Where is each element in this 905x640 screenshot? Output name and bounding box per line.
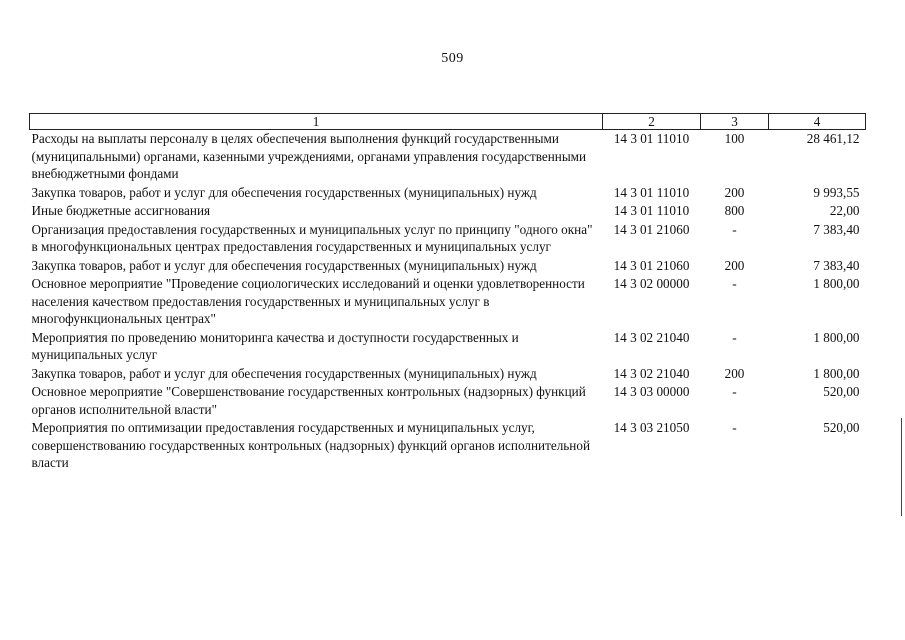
row-code: 14 3 02 21040 bbox=[613, 365, 690, 381]
row-code: 14 3 01 11010 bbox=[613, 203, 690, 218]
row-amount: 520,00 bbox=[823, 420, 860, 435]
row-kind: - bbox=[732, 420, 737, 435]
row-amount: 22,00 bbox=[829, 203, 860, 218]
row-code: 14 3 02 21040 bbox=[613, 329, 690, 345]
table-row bbox=[30, 383, 866, 419]
row-amount: 28 461,12 bbox=[806, 131, 860, 146]
table-row bbox=[30, 130, 866, 184]
header-col-kind: 3 bbox=[701, 114, 769, 130]
row-kind: 200 bbox=[724, 184, 745, 200]
row-name: Закупка товаров, работ и услуг для обеспечения государственных (муниципальных) нужд bbox=[31, 257, 537, 273]
row-amount: 7 383,40 bbox=[813, 257, 860, 273]
table-header bbox=[30, 114, 866, 130]
header-row bbox=[30, 114, 866, 130]
budget-table bbox=[29, 113, 866, 473]
row-code: 14 3 01 21060 bbox=[613, 221, 690, 237]
row-code: 14 3 03 00000 bbox=[613, 384, 690, 399]
row-kind: - bbox=[732, 276, 737, 291]
header-col-name: 1 bbox=[30, 114, 603, 130]
row-kind: - bbox=[732, 384, 737, 399]
row-amount: 7 383,40 bbox=[813, 221, 860, 237]
row-kind: 200 bbox=[724, 257, 745, 273]
header-col-amount: 4 bbox=[769, 114, 866, 130]
table-row bbox=[30, 221, 866, 257]
row-name: Основное мероприятие "Проведение социологических исследований и оценки удовлетворенности населения качеством предоставления государственных и муниципальных услуг в многофункциональных центрах" bbox=[31, 276, 585, 326]
row-code: 14 3 01 11010 bbox=[613, 184, 690, 200]
table-row bbox=[30, 275, 866, 329]
scan-edge-mark bbox=[901, 418, 902, 516]
row-kind: 100 bbox=[724, 131, 745, 146]
table-row bbox=[30, 257, 866, 276]
table-body bbox=[30, 130, 866, 473]
row-kind: 200 bbox=[724, 365, 745, 381]
row-amount: 9 993,55 bbox=[813, 184, 860, 200]
row-amount: 1 800,00 bbox=[813, 329, 860, 345]
row-amount: 1 800,00 bbox=[813, 276, 860, 291]
row-code: 14 3 01 11010 bbox=[613, 131, 690, 146]
row-code: 14 3 01 21060 bbox=[613, 257, 690, 273]
row-name: Основное мероприятие "Совершенствование государственных контрольных (надзорных) функций органов исполнительной власти" bbox=[31, 384, 586, 417]
row-amount: 520,00 bbox=[823, 384, 860, 399]
header-col-code: 2 bbox=[603, 114, 701, 130]
row-name: Мероприятия по проведению мониторинга качества и доступности государственных и муниципальных услуг bbox=[31, 329, 519, 362]
table-row bbox=[30, 202, 866, 221]
row-amount: 1 800,00 bbox=[813, 365, 860, 381]
table-row bbox=[30, 329, 866, 365]
row-name: Мероприятия по оптимизации предоставления государственных и муниципальных услуг, совершенствованию государственных контрольных (надзорных) функций органов исполнительной власти bbox=[31, 420, 591, 470]
row-name: Закупка товаров, работ и услуг для обеспечения государственных (муниципальных) нужд bbox=[31, 365, 537, 381]
row-kind: 800 bbox=[724, 203, 745, 218]
row-kind: - bbox=[732, 329, 737, 345]
row-name: Расходы на выплаты персоналу в целях обеспечения выполнения функций государственными (муниципальными) органами, казенными учреждениями, органами управления государственными внебюджетными фондами bbox=[31, 131, 587, 181]
row-name: Иные бюджетные ассигнования bbox=[31, 203, 211, 218]
row-kind: - bbox=[732, 221, 737, 237]
table-row bbox=[30, 365, 866, 384]
table-row bbox=[30, 419, 866, 473]
row-name: Организация предоставления государственных и муниципальных услуг по принципу "одного окна" в многофункциональных центрах предоставления государственных и муниципальных услуг bbox=[31, 221, 593, 254]
page-number: 509 bbox=[441, 51, 464, 66]
row-code: 14 3 02 00000 bbox=[613, 276, 690, 291]
row-code: 14 3 03 21050 bbox=[613, 420, 690, 435]
row-name: Закупка товаров, работ и услуг для обеспечения государственных (муниципальных) нужд bbox=[31, 184, 537, 200]
table-row bbox=[30, 184, 866, 203]
